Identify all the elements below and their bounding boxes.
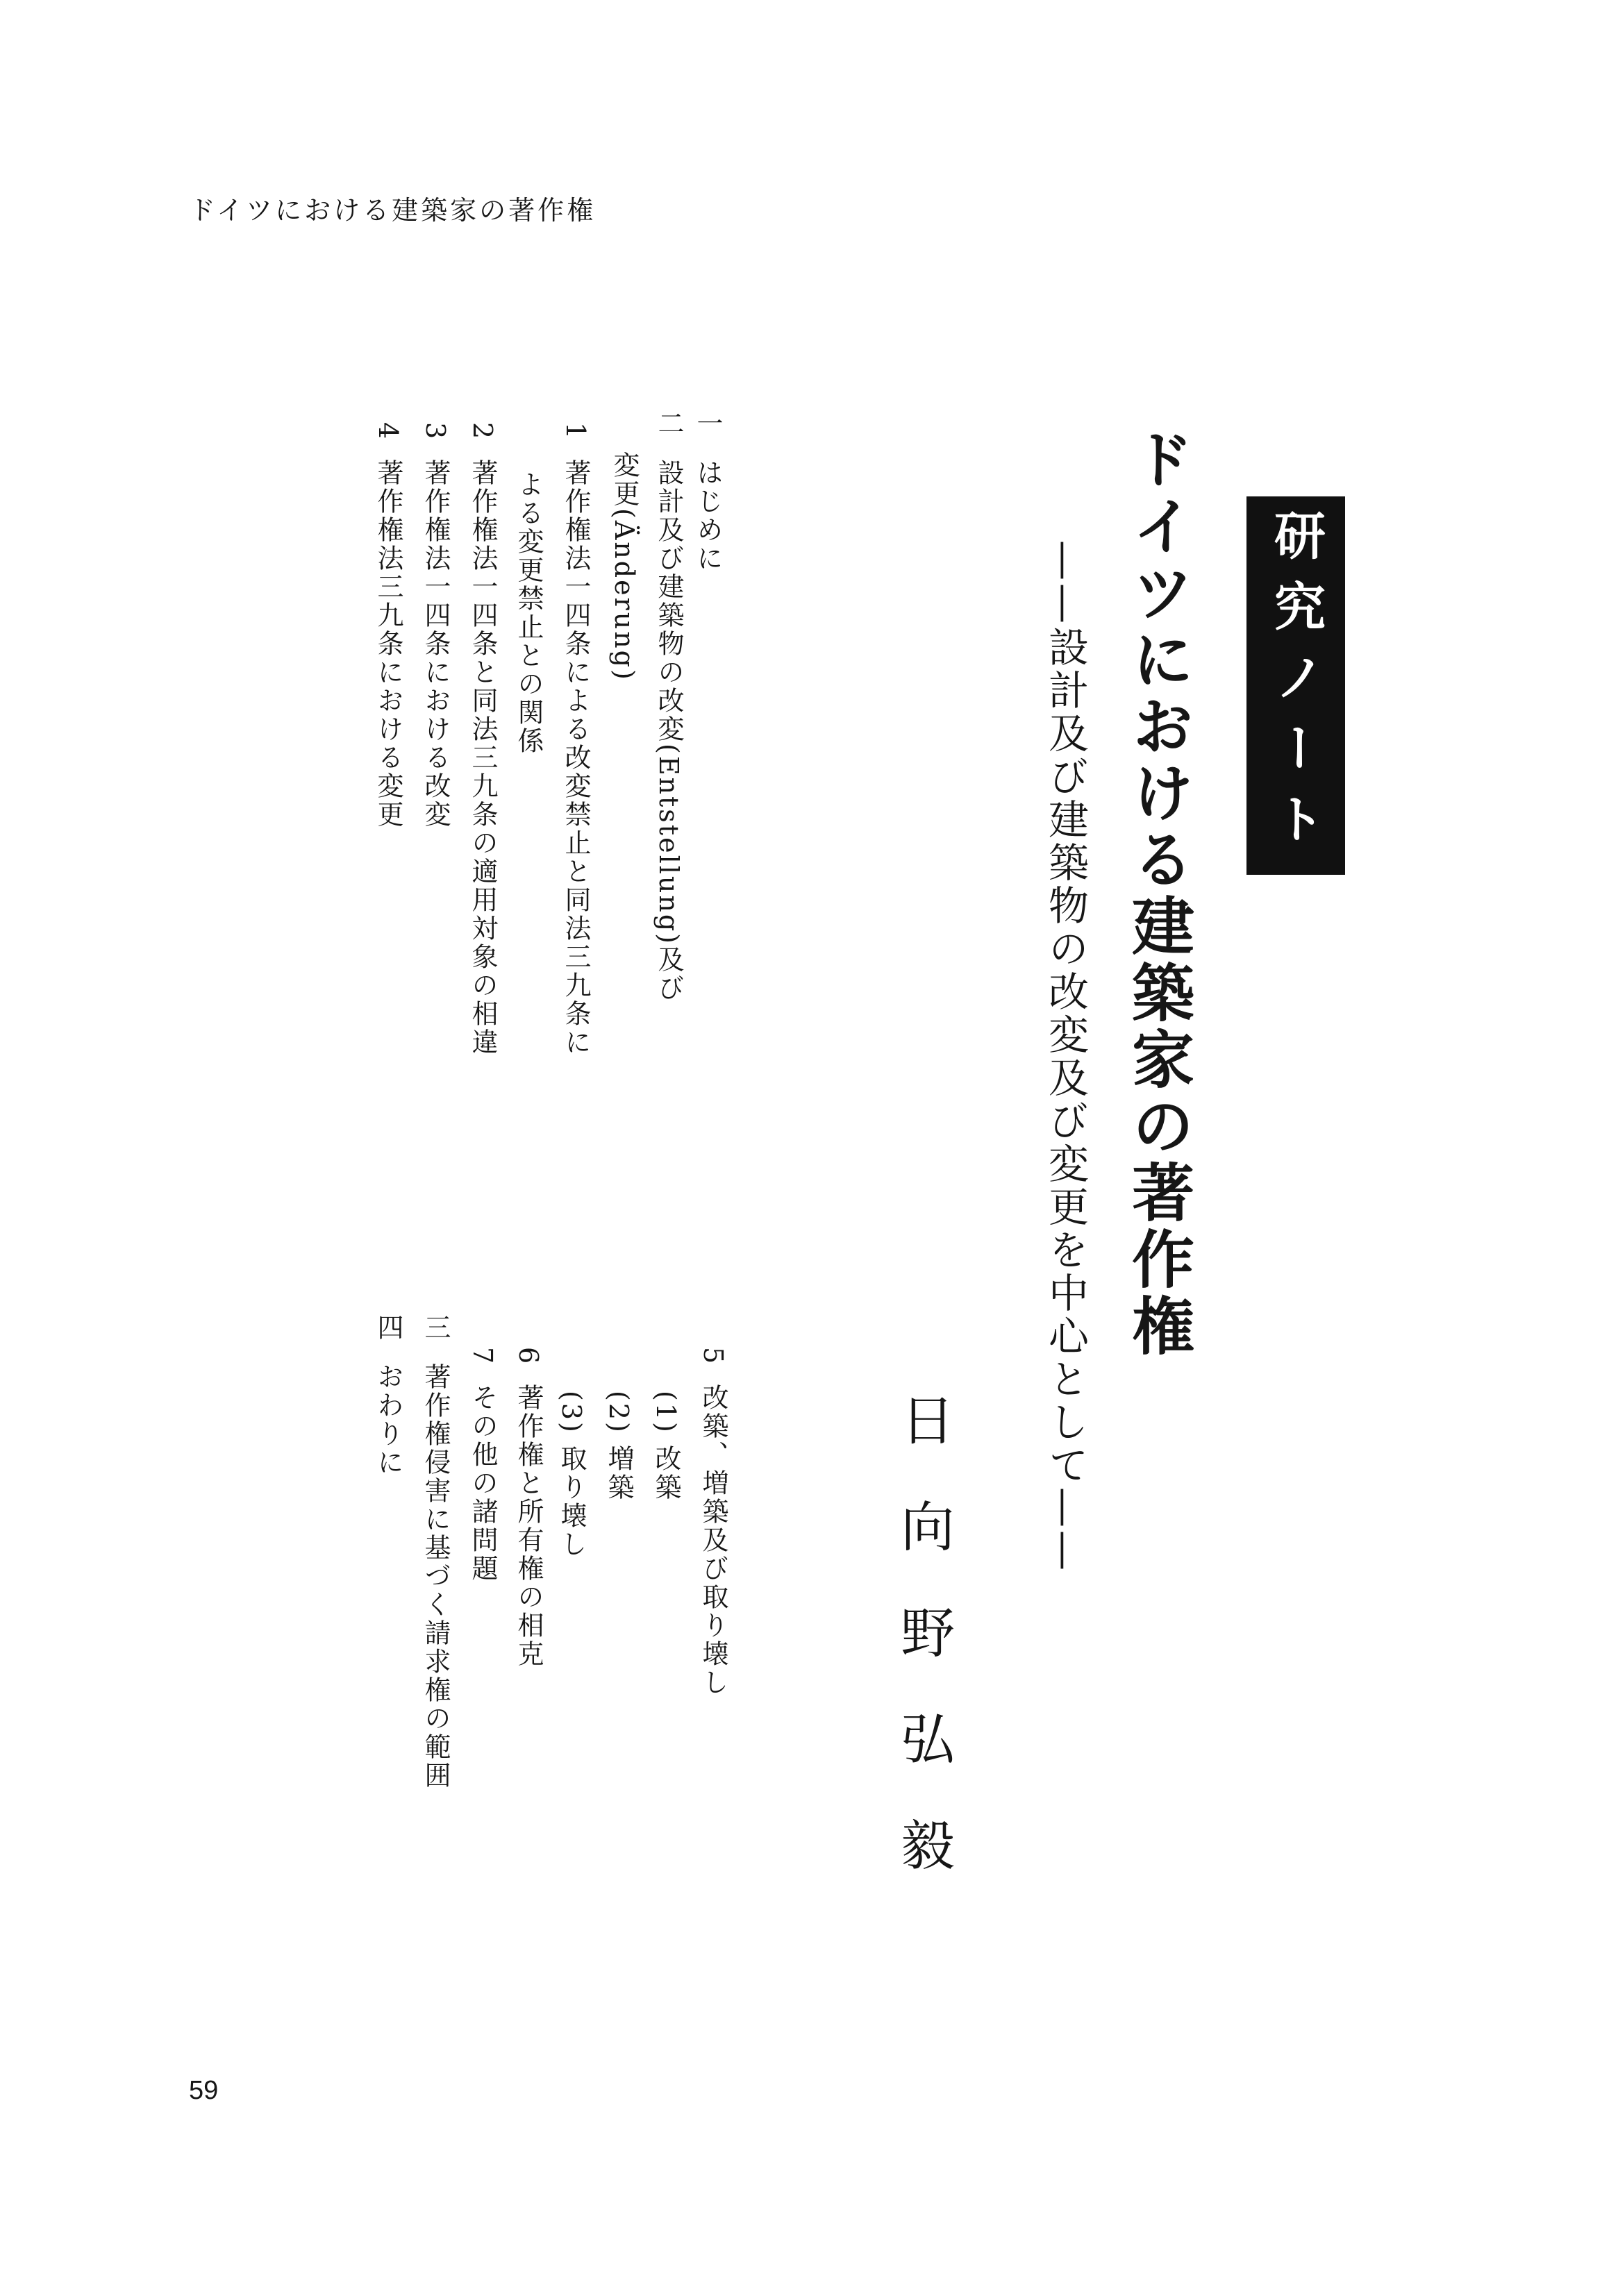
toc-number: 7 [467, 1347, 498, 1366]
toc-line [515, 471, 542, 755]
toc-text: 改築、増築及び取り壊し [698, 1384, 728, 1698]
page-number: 59 [189, 2076, 219, 2105]
toc-line [515, 1347, 542, 1668]
toc-number: 5 [698, 1347, 728, 1366]
toc-text: その他の諸問題 [467, 1384, 498, 1584]
toc-text: 変更(Änderung) [609, 451, 640, 682]
toc-line [558, 1391, 585, 1559]
toc-line [562, 422, 589, 1057]
toc-line [700, 1347, 726, 1697]
author-name: 日向野弘毅 [892, 1392, 954, 1923]
toc-line [603, 1391, 634, 1502]
toc-text: 著作権法一四条による改変禁止と同法三九条に [560, 459, 591, 1057]
toc-line [469, 422, 496, 1057]
toc-text: 著作権法一四条と同法三九条の適用対象の相違 [467, 459, 498, 1057]
running-header: ドイツにおける建築家の著作権 [189, 195, 597, 226]
toc-number: 2 [467, 422, 498, 442]
article-subtitle: ——設計及び建築物の改変及び変更を中心として—— [1042, 540, 1089, 1573]
toc-line [694, 410, 721, 573]
toc-number: 3 [420, 422, 451, 442]
toc-text: 著作権法一四条における改変 [420, 459, 451, 830]
toc-line [422, 422, 449, 829]
article-title: ドイツにおける建築家の著作権 [1121, 427, 1194, 1360]
toc-text: 著作権と所有権の相克 [513, 1384, 544, 1669]
toc-text: 著作権法三九条における変更 [373, 459, 403, 830]
toc-text: はじめに [692, 459, 723, 573]
toc-text: 設計及び建築物の改変(Entstellung)及び [653, 459, 684, 1003]
toc-line [375, 1314, 401, 1477]
toc-number: 三 [420, 1314, 451, 1342]
toc-line [653, 410, 684, 1003]
toc-number: 二 [653, 410, 684, 438]
toc-line [422, 1314, 449, 1790]
toc-text: (3) 取り壊し [556, 1391, 587, 1559]
toc-number: 四 [373, 1314, 403, 1342]
category-label: 研究ノート [1246, 496, 1345, 875]
toc-number: 4 [373, 422, 403, 442]
toc-text: (1) 改築 [651, 1391, 681, 1502]
toc-number: 6 [513, 1347, 544, 1366]
toc-line [469, 1347, 496, 1583]
toc-text: おわりに [373, 1363, 403, 1477]
toc-text: (2) 増築 [603, 1391, 634, 1502]
toc-number: 1 [560, 422, 591, 442]
toc-line [653, 1391, 679, 1502]
toc-text: 著作権侵害に基づく請求権の範囲 [420, 1363, 451, 1790]
toc-line [609, 451, 640, 682]
toc-line [375, 422, 401, 829]
toc-number: 一 [692, 410, 723, 438]
toc-text: よる変更禁止との関係 [513, 471, 544, 755]
